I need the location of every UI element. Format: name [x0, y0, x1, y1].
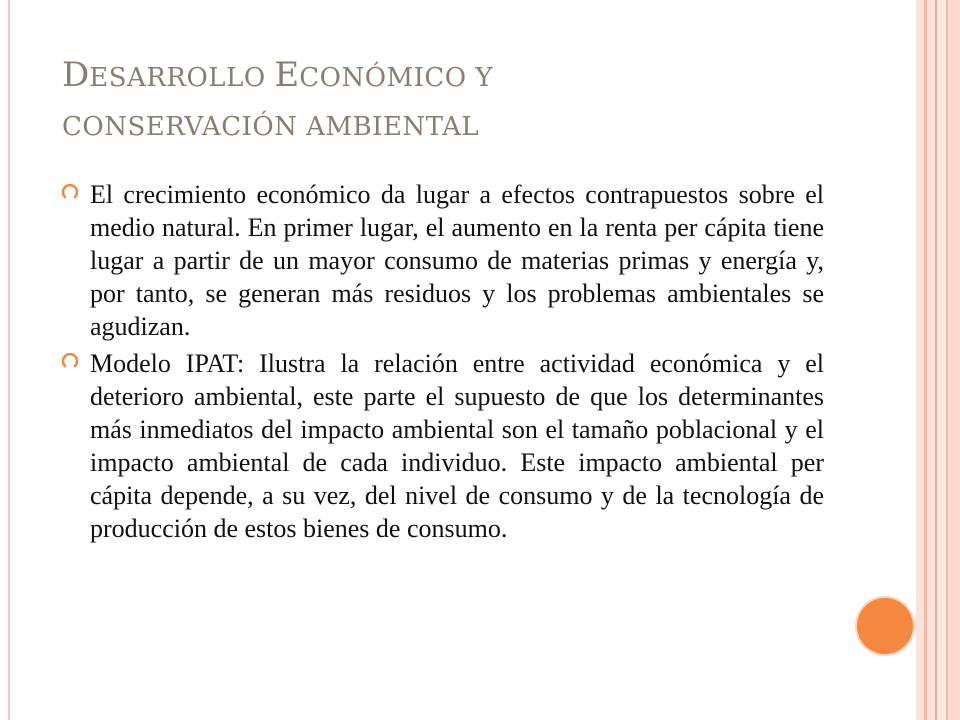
title-cap-1: D: [62, 55, 90, 95]
left-border-line: [8, 0, 10, 720]
slide-title: [62, 52, 862, 150]
bullet-text: Modelo IPAT: Ilustra la relación entre actividad económica y el deterioro ambiental, este parte el supuesto de que los determinantes más inmediatos del impacto ambiental son el tamaño poblacional y el impacto ambiental de cada individuo. Este impacto ambiental per cápita depende, a su vez, del nivel de consumo y de la tecnología de producción de estos bienes de consumo.: [90, 349, 824, 543]
orange-curved-bullet-icon: [62, 347, 90, 380]
bullet-item: [62, 347, 824, 545]
orange-circle-decoration: [857, 598, 913, 654]
title-line-2: CONSERVACIÓN AMBIENTAL: [62, 112, 480, 142]
bullet-text: El crecimiento económico da lugar a efectos contrapuestos sobre el medio natural. En primer lugar, el aumento en la renta per cápita tiene lugar a partir de un mayor consumo de materias primas y energía y, por tanto, se generan más residuos y los problemas ambientales se agudizan.: [90, 180, 824, 341]
title-rest-2: CONÓMICO Y: [299, 63, 494, 93]
orange-curved-bullet-icon: [62, 178, 90, 211]
title-rest-1: ESARROLLO: [89, 63, 275, 93]
title-line-1: [62, 52, 862, 104]
title-cap-2: E: [274, 55, 300, 95]
bullet-item: [62, 178, 824, 343]
slide-content: [62, 178, 824, 549]
right-decorative-stripes: [916, 0, 960, 720]
